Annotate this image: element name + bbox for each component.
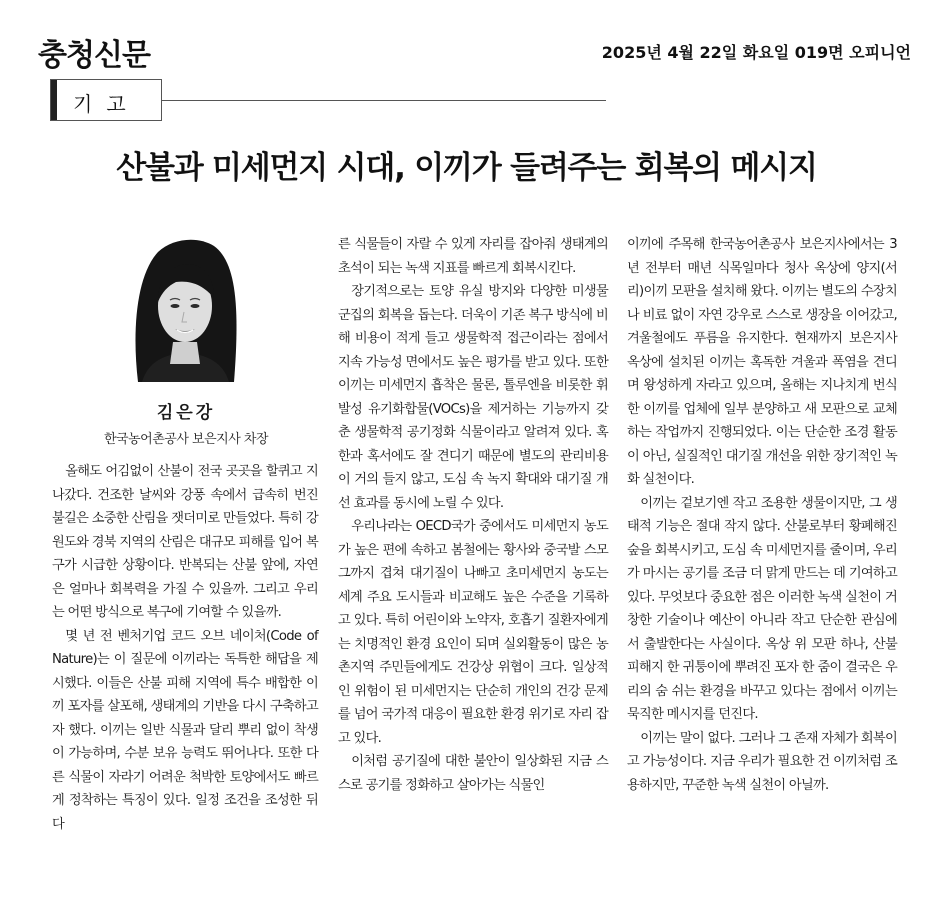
article-column-2 bbox=[338, 233, 608, 797]
article-headline: 산불과 미세먼지 시대, 이끼가 들려주는 회복의 메시지 bbox=[116, 150, 817, 186]
author-photo bbox=[128, 236, 243, 382]
publication-dateline: 2025년 4월 22일 화요일 019면 오피니언 bbox=[601, 43, 911, 62]
article-paragraph: 우리나라는 OECD국가 중에서도 미세먼지 농도가 높은 편에 속하고 봄철에는 황사와 중국발 스모그까지 겹쳐 대기질이 나빠고 초미세먼지 농도는 세계 주요 도시들과 비교해도 높은 수준을 기록하고 있다. 특히 어린이와 노약자, 호흡기 질환자에게는 치명적인 환경 요인이 되며 실외활동이 많은 농촌지역 주민들에게도 건강상 위협이 크다. 일상적인 위험이 된 미세먼지는 단순히 개인의 건강 문제를 넘어 국가적 대응이 필요한 환경 위기로 자리 잡고 있다. bbox=[338, 519, 608, 746]
author-title: 한국농어촌공사 보은지사 차장 bbox=[103, 432, 269, 447]
section-label: 기고 bbox=[73, 92, 140, 116]
article-paragraph: 이끼는 겉보기엔 작고 조용한 생물이지만, 그 생태적 기능은 절대 작지 않다. 산불로부터 황폐해진 숲을 회복시키고, 도심 속 미세먼지를 줄이며, 우리가 마시는 공기를 조금 더 맑게 만드는 데 기여하고 있다. 무엇보다 중요한 점은 이러한 녹색 실천이 거창한 기술이나 예산이 아니라 작고 단순한 관심에서 출발한다는 사실이다. 옥상 위 모판 하나, 산불 피해지 한 귀퉁이에 뿌려진 포자 한 줌이 결국은 우리의 숨 쉬는 환경을 바꾸고 있다는 점에서 이끼는 묵직한 메시지를 던진다. bbox=[627, 495, 897, 722]
article-column-1 bbox=[52, 460, 318, 836]
article-paragraph: 몇 년 전 벤처기업 코드 오브 네이처(Code of Nature)는 이 질문에 이끼라는 독특한 해답을 제시했다. 이들은 산불 피해 지역에 특수 배합한 이끼 포자를 살포해, 생태계의 기반을 다시 구축하고자 했다. 이끼는 일반 식물과 달리 뿌리 없이 착생이 가능하며, 수분 보유 능력도 뛰어나다. 또한 다른 식물이 자라기 어려운 척박한 토양에서도 빠르게 정착하는 특징이 있다. 일정 조건을 조성한 뒤 다 bbox=[52, 628, 318, 832]
article-paragraph: 장기적으로는 토양 유실 방지와 다양한 미생물 군집의 회복을 돕는다. 더욱이 기존 복구 방식에 비해 비용이 적게 들고 생물학적 접근이라는 점에서 지속 가능성 면에서도 높은 평가를 받고 있다. 또한 이끼는 미세먼지 흡착은 물론, 톨루엔을 비롯한 휘발성 유기화합물(VOCs)을 제거하는 기능까지 갖춘 생물학적 공기정화 식물이라고 알려져 있다. 혹한과 혹서에도 잘 견디기 때문에 별도의 관리비용이 거의 들지 않고, 도심 속 녹지 확대와 대기질 개선 효과를 동시에 노릴 수 있다. bbox=[338, 284, 608, 511]
section-label-box bbox=[50, 79, 162, 121]
article-column-3 bbox=[627, 233, 897, 797]
section-label-bar bbox=[51, 80, 57, 120]
newspaper-masthead: 충청신문 bbox=[38, 38, 150, 73]
article-paragraph: 올해도 어김없이 산불이 전국 곳곳을 할퀴고 지나갔다. 건조한 날씨와 강풍 속에서 급속히 번진 불길은 소중한 산림을 잿더미로 만들었다. 특히 강원도와 경북 지역의 산림은 대규모 피해를 입어 복구가 시급한 상황이다. 반복되는 산불 앞에, 자연은 얼마나 회복력을 가질 수 있을까. 그리고 우리는 어떤 방식으로 복구에 기여할 수 있을까. bbox=[52, 464, 318, 620]
article-paragraph: 이끼는 말이 없다. 그러나 그 존재 자체가 회복이고 가능성이다. 지금 우리가 필요한 건 이끼처럼 조용하지만, 꾸준한 녹색 실천이 아닐까. bbox=[627, 730, 897, 793]
section-rule-divider bbox=[162, 100, 606, 101]
author-name: 김은강 bbox=[156, 403, 216, 423]
article-paragraph: 이끼에 주목해 한국농어촌공사 보은지사에서는 3년 전부터 매년 식목일마다 청사 옥상에 양지(서리)이끼 모판을 설치해 왔다. 이끼는 별도의 수장치나 비료 없이 자연 강우로 스스로 생장을 이어갔고, 겨울철에도 푸름을 유지한다. 현재까지 보은지사 옥상에 설치된 이끼는 혹독한 겨울과 폭염을 견디며 왕성하게 자라고 있으며, 올해는 지나치게 번식한 이끼를 업체에 일부 분양하고 새 모판으로 교체하는 작업까지 진행되었다. 이는 단순한 조경 활동이 아닌, 실질적인 대기질 개선을 위한 장기적인 녹화 실천이다. bbox=[627, 237, 897, 487]
article-paragraph: 른 식물들이 자랄 수 있게 자리를 잡아줘 생태계의 초석이 되는 녹색 지표를 빠르게 회복시킨다. bbox=[338, 237, 608, 276]
article-paragraph: 이처럼 공기질에 대한 불안이 일상화된 지금 스스로 공기를 정화하고 살아가는 식물인 bbox=[338, 754, 608, 793]
